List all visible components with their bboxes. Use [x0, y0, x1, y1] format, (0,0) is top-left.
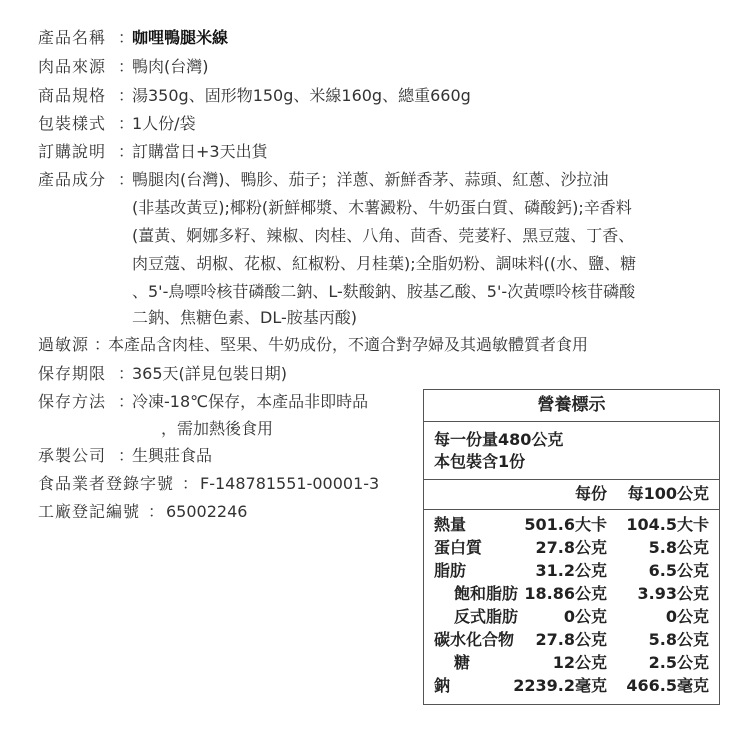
- spec-value: 365天(詳見包裝日期): [132, 364, 288, 383]
- col-header-per-serving: 每份: [574, 484, 607, 503]
- nutrient-name: 蛋白質: [434, 538, 483, 557]
- nutrition-row-protein: [424, 537, 719, 559]
- value-per-serving: 31.2公克: [535, 561, 607, 580]
- spec-separator: ：: [118, 114, 135, 133]
- spec-separator: ：: [118, 364, 135, 383]
- spec-separator: ：: [118, 28, 135, 47]
- spec-value: 湯350g、固形物150g、米線160g、總重660g: [132, 86, 471, 105]
- value-per-100g: 466.5毫克: [626, 676, 709, 695]
- spec-label: 產品名稱: [38, 28, 107, 47]
- nutrition-table: [423, 389, 720, 705]
- nutrient-name: 鈉: [434, 676, 451, 695]
- spec-label: 保存期限: [38, 364, 107, 383]
- value-per-serving: 27.8公克: [535, 538, 607, 557]
- ingredients-line: 、5'-鳥嘌呤核苷磷酸二鈉、L-麩酸鈉、胺基乙酸、5'-次黃嘌呤核苷磷酸: [132, 282, 636, 301]
- spec-label: 食品業者登錄字號: [38, 474, 175, 493]
- serving-size: 每一份量480公克: [434, 430, 564, 449]
- spec-label: 肉品來源: [38, 57, 107, 76]
- spec-label: 產品成分: [38, 170, 107, 189]
- nutrient-name: 熱量: [434, 515, 467, 534]
- spec-value: 鴨肉(台灣): [132, 57, 209, 76]
- spec-value: 1人份/袋: [132, 114, 196, 133]
- value-per-100g: 2.5公克: [648, 653, 709, 672]
- spec-value: 生興莊食品: [132, 446, 213, 465]
- value-per-100g: 6.5公克: [648, 561, 709, 580]
- spec-value: 65002246: [166, 502, 248, 521]
- spec-value: 本產品含肉桂、堅果、牛奶成份，不適合對孕婦及其過敏體質者食用: [108, 335, 589, 354]
- value-per-serving: 0公克: [563, 607, 607, 626]
- spec-separator: ：: [118, 392, 135, 411]
- spec-separator: ：: [118, 142, 135, 161]
- ingredients-line: (非基改黃豆);椰粉(新鮮椰漿、木薯澱粉、牛奶蛋白質、磷酸鈣);辛香料: [132, 198, 632, 217]
- value-per-100g: 5.8公克: [648, 630, 709, 649]
- value-per-100g: 0公克: [665, 607, 709, 626]
- spec-separator: ：: [118, 86, 135, 105]
- spec-separator: ：: [118, 170, 135, 189]
- nutrition-row-carbohydrate: [424, 629, 719, 651]
- nutrient-name: 碳水化合物: [434, 630, 515, 649]
- ingredients-line: 肉豆蔻、胡椒、花椒、紅椒粉、月桂葉);全脂奶粉、調味料((水、鹽、糖: [132, 254, 637, 273]
- spec-separator: ：: [118, 57, 135, 76]
- nutrition-row-saturated-fat: [424, 583, 719, 605]
- spec-separator: ：: [148, 502, 165, 521]
- table-divider: [424, 479, 719, 480]
- table-divider: [424, 509, 719, 510]
- spec-label: 保存方法: [38, 392, 107, 411]
- spec-label: 承製公司: [38, 446, 107, 465]
- spec-value: 鴨腿肉(台灣)、鴨胗、茄子；洋蔥、新鮮香茅、蒜頭、紅蔥、沙拉油: [132, 170, 609, 189]
- value-per-serving: 12公克: [552, 653, 607, 672]
- spec-separator: ：: [118, 446, 135, 465]
- spec-label: 工廠登記編號: [38, 502, 141, 521]
- ingredients-line: (薑黃、婀娜多籽、辣椒、肉桂、八角、茴香、莞荽籽、黑豆蔻、丁香、: [132, 226, 635, 245]
- nutrient-name: 反式脂肪: [454, 607, 519, 626]
- ingredients-line: 二鈉、焦糖色素、DL-胺基丙酸): [132, 308, 357, 327]
- value-per-serving: 501.6大卡: [524, 515, 607, 534]
- value-per-serving: 18.86公克: [524, 584, 607, 603]
- spec-label: 過敏源: [38, 335, 90, 354]
- value-per-serving: 27.8公克: [535, 630, 607, 649]
- value-per-100g: 104.5大卡: [626, 515, 709, 534]
- spec-value: F-148781551-00001-3: [200, 474, 380, 493]
- servings-per-package: 本包裝含1份: [434, 452, 526, 471]
- spec-separator: ：: [94, 335, 111, 354]
- value-per-100g: 5.8公克: [648, 538, 709, 557]
- value-per-100g: 3.93公克: [637, 584, 709, 603]
- spec-value: 訂購當日+3天出貨: [132, 142, 268, 161]
- value-per-serving: 2239.2毫克: [513, 676, 607, 695]
- spec-label: 包裝樣式: [38, 114, 107, 133]
- nutrient-name: 飽和脂肪: [454, 584, 519, 603]
- nutrition-title: 營養標示: [424, 390, 719, 422]
- spec-separator: ：: [182, 474, 199, 493]
- spec-value: 冷凍-18℃保存，本產品非即時品: [132, 392, 369, 411]
- col-header-per-100g: 每100公克: [627, 484, 709, 503]
- nutrition-row-sugar: [424, 652, 719, 674]
- product-name: 咖哩鴨腿米線: [132, 28, 229, 47]
- nutrition-row-calories: [424, 514, 719, 536]
- storage-line: ，需加熱後食用: [161, 419, 274, 438]
- nutrition-row-sodium: [424, 675, 719, 697]
- nutrition-row-trans-fat: [424, 606, 719, 628]
- spec-label: 訂購說明: [38, 142, 107, 161]
- nutrient-name: 糖: [454, 653, 471, 672]
- spec-label: 商品規格: [38, 86, 107, 105]
- nutrient-name: 脂肪: [434, 561, 467, 580]
- nutrition-row-fat: [424, 560, 719, 582]
